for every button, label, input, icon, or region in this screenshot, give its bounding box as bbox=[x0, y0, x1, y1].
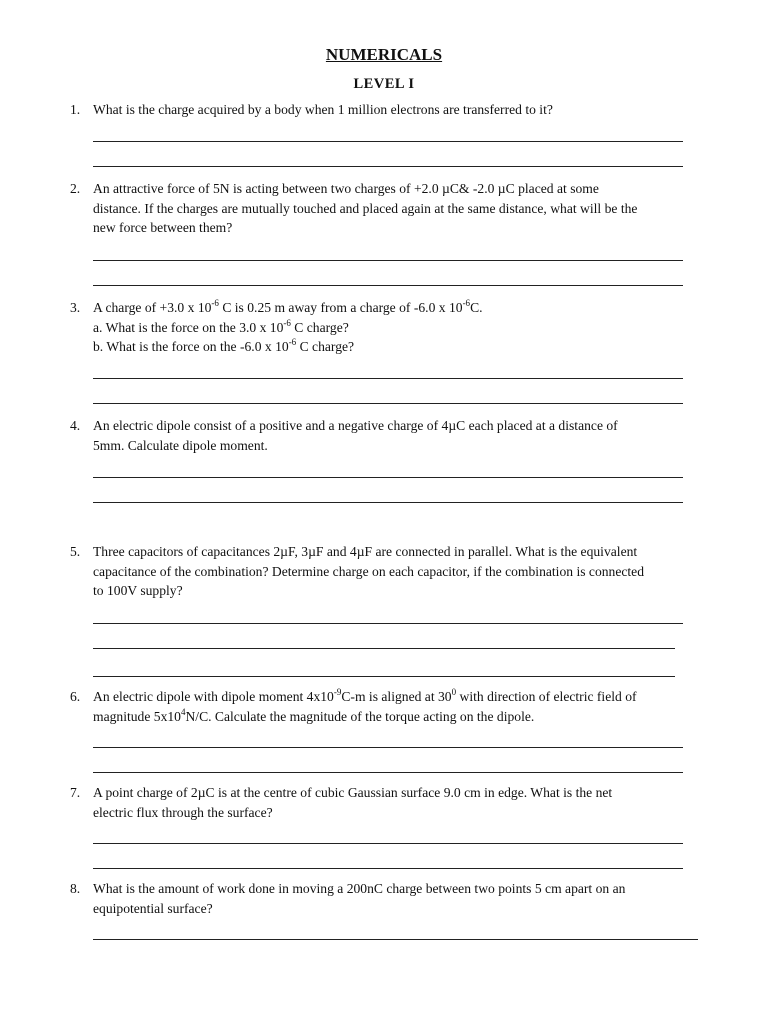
question-text bbox=[93, 179, 698, 238]
answer-line[interactable] bbox=[93, 648, 675, 649]
question-line: An electric dipole with dipole moment $4x10^{-9}C-m$ is aligned at $30^0$ with direction of electric field of bbox=[93, 687, 637, 704]
answer-line[interactable] bbox=[93, 623, 683, 624]
question-number: 4. bbox=[70, 418, 81, 433]
question-line: equipotential surface? bbox=[93, 900, 213, 916]
question-line: A point charge of 2µC is at the centre of cubic Gaussian surface 9.0 cm in edge. What is the net bbox=[93, 785, 613, 800]
question-number: 7. bbox=[70, 785, 81, 800]
question-line: b. What is the force on the -6.0 x $10^{-6}$ C charge? bbox=[93, 337, 355, 354]
answer-line[interactable] bbox=[93, 378, 683, 379]
question-text bbox=[93, 687, 698, 726]
question-text bbox=[93, 783, 698, 822]
answer-line[interactable] bbox=[93, 772, 683, 773]
question-line: magnitude $5x10^4N/C$. Calculate the magnitude of the torque acting on the dipole. bbox=[93, 706, 535, 724]
answer-line[interactable] bbox=[93, 747, 683, 748]
question-line: distance. If the charges are mutually touched and placed again at the same distance, what will be the bbox=[93, 200, 638, 216]
question-number: 3. bbox=[70, 300, 81, 315]
question-number: 2. bbox=[70, 181, 81, 196]
question-text bbox=[93, 879, 698, 918]
question-line: 5mm. Calculate dipole moment. bbox=[93, 437, 268, 453]
question-text bbox=[93, 100, 698, 120]
question-line: a. What is the force on the 3.0 x $10^{-6}$ C charge? bbox=[93, 317, 349, 335]
level-heading: LEVEL I bbox=[353, 76, 415, 92]
question-number: 5. bbox=[70, 544, 81, 559]
answer-line[interactable] bbox=[93, 285, 683, 286]
question-line: electric flux through the surface? bbox=[93, 804, 273, 820]
question-text bbox=[93, 416, 698, 455]
question-line: What is the amount of work done in moving a 200nC charge between two points 5 cm apart on an bbox=[93, 881, 626, 896]
answer-line[interactable] bbox=[93, 403, 683, 404]
question-line: A charge of +3.0 x $10^{-6}$ C is 0.25 m away from a charge of -6.0 x $10^{-6}C$. bbox=[93, 298, 483, 315]
page-title: NUMERICALS bbox=[325, 45, 443, 64]
question-line: An electric dipole consist of a positive and a negative charge of 4µC each placed at a distance of bbox=[93, 418, 618, 433]
answer-line[interactable] bbox=[93, 676, 675, 677]
answer-line[interactable] bbox=[93, 939, 698, 940]
question-text bbox=[93, 298, 698, 357]
answer-line[interactable] bbox=[93, 260, 683, 261]
answer-line[interactable] bbox=[93, 166, 683, 167]
question-line: An attractive force of 5N is acting between two charges of +2.0 µC& -2.0 µC placed at some bbox=[93, 181, 599, 196]
answer-line[interactable] bbox=[93, 502, 683, 503]
question-number: 8. bbox=[70, 881, 81, 896]
question-line: new force between them? bbox=[93, 220, 233, 235]
answer-line[interactable] bbox=[93, 843, 683, 844]
question-line: What is the charge acquired by a body when 1 million electrons are transferred to it? bbox=[93, 102, 553, 117]
question-text bbox=[93, 542, 698, 601]
question-number: 6. bbox=[70, 689, 81, 704]
answer-line[interactable] bbox=[93, 868, 683, 869]
question-line: to 100V supply? bbox=[93, 583, 183, 598]
question-line: capacitance of the combination? Determine charge on each capacitor, if the combination is connected bbox=[93, 563, 645, 579]
answer-line[interactable] bbox=[93, 141, 683, 142]
answer-line[interactable] bbox=[93, 477, 683, 478]
question-line: Three capacitors of capacitances 2µF, 3µF and 4µF are connected in parallel. What is the equivalent bbox=[93, 544, 638, 559]
question-number: 1. bbox=[70, 102, 81, 117]
